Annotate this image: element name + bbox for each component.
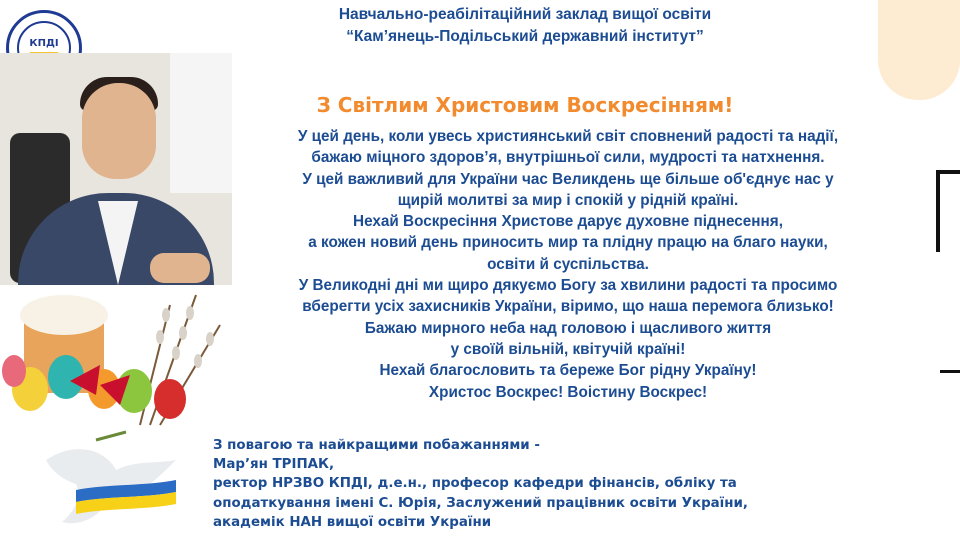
- egg-pink-icon: [2, 355, 26, 387]
- greeting-line: а кожен новий день приносить мир та плідну працю на благо науки,: [308, 234, 828, 252]
- signature-block: [213, 436, 863, 532]
- easter-cake-eggs-illustration: [0, 285, 232, 435]
- egg-red-icon: [154, 379, 186, 419]
- portrait-background-window: [170, 53, 232, 193]
- signature-line: З повагою та найкращими побажаннями -: [213, 438, 540, 453]
- decorative-bracket: [936, 170, 960, 252]
- signature-line: Мар’ян ТРІПАК,: [213, 457, 335, 473]
- greeting-line: у своїй вільній, квітучій країні!: [450, 340, 686, 358]
- logo-text: КПДІ: [29, 38, 59, 49]
- greeting-line: У Великодні дні ми щиро дякуємо Богу за хвилини радості та просимо: [298, 277, 838, 295]
- portrait-hands: [150, 253, 210, 283]
- greeting-line: щирій молитві за мир і спокій у рідній країні.: [397, 191, 739, 209]
- olive-branch-icon: [96, 432, 126, 440]
- cake-frosting-icon: [20, 295, 108, 335]
- greeting-line: освіти й суспільства.: [487, 255, 649, 273]
- greeting-line: У цей важливий для України час Великдень ще більше об'єднує нас у: [302, 170, 834, 188]
- greeting-line: Нехай благословить та береже Бог рідну Україну!: [379, 362, 757, 380]
- greeting-body: [242, 126, 894, 403]
- signature-line: оподаткування імені С. Юрія, Заслужений працівник освіти України,: [213, 495, 748, 511]
- greeting-line: Христос Воскрес! Воістину Воскрес!: [428, 383, 708, 401]
- institute-name-line: “Кам’янець-Подільський державний інститут”: [346, 28, 704, 45]
- signature-line: академік НАН вищої освіти України: [213, 514, 492, 530]
- institute-type-line: Навчально-реабілітаційний заклад вищої освіти: [338, 6, 712, 23]
- rector-portrait: [0, 53, 232, 285]
- greeting-line: У цей день, коли увесь християнський світ сповнений радості та надії,: [297, 128, 839, 145]
- greeting-line: бажаю міцного здоров’я, внутрішньої сили, мудрості та натхнення.: [311, 149, 825, 167]
- greeting-title: З Світлим Христовим Воскресінням!: [316, 93, 734, 117]
- greeting-line: Бажаю мирного неба над головою і щасливого життя: [364, 319, 772, 337]
- decorative-peach-shape: [878, 0, 960, 100]
- greeting-line: вберегти усіх захисників України, віримо, що наша перемога близько!: [302, 298, 834, 316]
- decorative-dash: [940, 370, 960, 373]
- greeting-line: Нехай Воскресіння Христове дарує духовне піднесення,: [353, 213, 783, 231]
- peace-dove-icon: [36, 430, 186, 530]
- portrait-face: [82, 83, 156, 179]
- signature-line: ректор НРЗВО КПДІ, д.е.н., професор кафедри фінансів, обліку та: [213, 476, 737, 492]
- institute-header: [300, 4, 750, 48]
- willow-buds-icon: [156, 306, 214, 368]
